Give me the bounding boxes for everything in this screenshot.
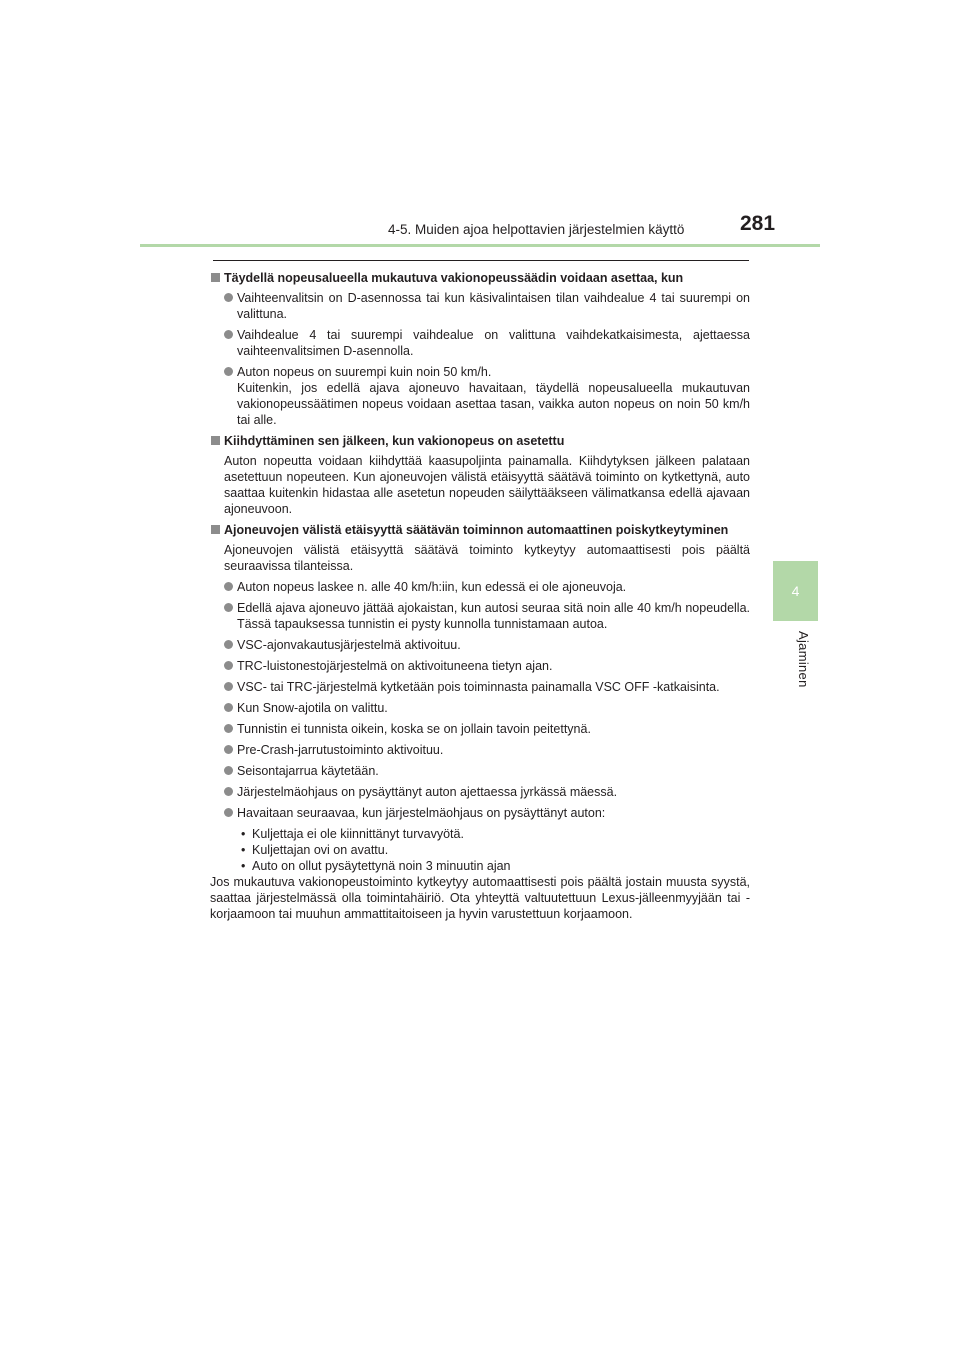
list-item-text: Kun Snow-ajotila on valittu. — [237, 701, 388, 715]
round-bullet-icon — [224, 724, 233, 733]
square-bullet-icon — [211, 525, 220, 534]
list-item-text: Tunnistin ei tunnista oikein, koska se on jollain tavoin peitettynä. — [237, 722, 591, 736]
round-bullet-icon — [224, 293, 233, 302]
list-item — [210, 637, 750, 653]
sub-list-item — [210, 826, 750, 842]
sub-list-item — [210, 858, 750, 874]
section-heading-text: Täydellä nopeusalueella mukautuva vakionopeussäädin voidaan asettaa, kun — [224, 271, 684, 285]
header-rule — [140, 244, 820, 247]
section-heading-text: Ajoneuvojen välistä etäisyyttä säätävän toiminnon automaattinen poiskytkeytyminen — [224, 523, 729, 537]
round-bullet-icon — [224, 703, 233, 712]
round-bullet-icon — [224, 330, 233, 339]
content-rule — [213, 260, 749, 261]
small-dot-icon: • — [241, 843, 246, 857]
square-bullet-icon — [211, 273, 220, 282]
round-bullet-icon — [224, 766, 233, 775]
list-item-text: Edellä ajava ajoneuvo jättää ajokaistan, kun autosi seuraa sitä noin alle 40 km/h nopeudella. Tässä tapauksessa tunnistin ei pysty kunnolla tunnistamaan autoa. — [237, 601, 750, 631]
chapter-number: 4 — [791, 583, 800, 599]
list-item-text: Kuitenkin, jos edellä ajava ajoneuvo havaitaan, täydellä nopeusalueella mukautuvan vakionopeussäätimen nopeus voidaan asettaa tasan, vaikka auton nopeus on noin 50 km/h tai alle. — [237, 381, 750, 427]
round-bullet-icon — [224, 582, 233, 591]
main-content — [210, 270, 750, 922]
list-item — [210, 364, 750, 428]
list-item-text: VSC-ajonvakautusjärjestelmä aktivoituu. — [237, 638, 461, 652]
list-item — [210, 679, 750, 695]
round-bullet-icon — [224, 787, 233, 796]
list-item-text: Auton nopeus laskee n. alle 40 km/h:iin, kun edessä ei ole ajoneuvoja. — [237, 580, 627, 594]
list-item — [210, 805, 750, 821]
list-item-text: Järjestelmäohjaus on pysäyttänyt auton ajettaessa jyrkässä mäessä. — [237, 785, 618, 799]
list-item-text: Seisontajarrua käytetään. — [237, 764, 379, 778]
section-heading — [210, 522, 750, 538]
list-item — [210, 784, 750, 800]
round-bullet-icon — [224, 367, 233, 376]
section-heading — [210, 433, 750, 449]
round-bullet-icon — [224, 661, 233, 670]
section-heading — [210, 270, 750, 286]
list-item-text: Vaihdealue 4 tai suurempi vaihdealue on valittuna vaihdekatkaisimesta, ajettaessa vaihteenvalitsimen D-asennolla. — [237, 328, 750, 358]
list-item — [210, 290, 750, 322]
sub-list-item — [210, 842, 750, 858]
list-item — [210, 742, 750, 758]
small-dot-icon: • — [241, 827, 246, 841]
sub-list-item-text: Kuljettajan ovi on avattu. — [252, 843, 389, 857]
sub-list-item-text: Kuljettaja ei ole kiinnittänyt turvavyötä. — [252, 827, 464, 841]
list-item-text: Pre-Crash-jarrutustoiminto aktivoituu. — [237, 743, 444, 757]
list-item — [210, 700, 750, 716]
sub-list-item-text: Auto on ollut pysäytettynä noin 3 minuutin ajan — [252, 859, 511, 873]
paragraph: Ajoneuvojen välistä etäisyyttä säätävä toiminto kytkeytyy automaattisesti pois päältä seuraavissa tilanteissa. — [224, 543, 750, 573]
round-bullet-icon — [224, 603, 233, 612]
list-item-text: TRC-luistonestojärjestelmä on aktivoituneena tietyn ajan. — [237, 659, 553, 673]
small-dot-icon: • — [241, 859, 246, 873]
list-item-text: Auton nopeus on suurempi kuin noin 50 km/h. — [237, 365, 492, 379]
round-bullet-icon — [224, 640, 233, 649]
round-bullet-icon — [224, 808, 233, 817]
list-item — [210, 600, 750, 632]
list-item — [210, 721, 750, 737]
chapter-label: Ajaminen — [796, 631, 811, 688]
paragraph: Auton nopeutta voidaan kiihdyttää kaasupoljinta painamalla. Kiihdytyksen jälkeen palataan asetettuun nopeuteen. Kun ajoneuvojen välistä etäisyyttä säätävä toiminto on kytkettynä, auto saattaa kuitenkin hidastaa alle asetetun nopeuden säilyttääkseen välimatkansa edellä ajavaan ajoneuvoon. — [224, 454, 750, 516]
section-title: 4-5. Muiden ajoa helpottavien järjestelmien käyttö — [388, 222, 685, 237]
list-item-text: Vaihteenvalitsin on D-asennossa tai kun käsivalintaisen tilan vaihdealue 4 tai suurempi on valittuna. — [237, 291, 750, 321]
square-bullet-icon — [211, 436, 220, 445]
list-item — [210, 763, 750, 779]
list-item — [210, 579, 750, 595]
chapter-tab — [773, 561, 818, 621]
page-number: 281 — [740, 212, 776, 235]
list-item-text: Havaitaan seuraavaa, kun järjestelmäohjaus on pysäyttänyt auton: — [237, 806, 606, 820]
page-header — [140, 212, 820, 248]
list-item — [210, 658, 750, 674]
round-bullet-icon — [224, 745, 233, 754]
list-item — [210, 327, 750, 359]
round-bullet-icon — [224, 682, 233, 691]
closing-paragraph: Jos mukautuva vakionopeustoiminto kytkeytyy automaattisesti pois päältä jostain muusta syystä, saattaa järjestelmässä olla toimintahäiriö. Ota yhteyttä valtuutettuun Lexus-jälleenmyyjään tai -korjaamoon tai muuhun ammattitaitoiseen ja hyvin varustettuun korjaamoon. — [210, 875, 750, 921]
list-item-text: VSC- tai TRC-järjestelmä kytketään pois toiminnasta painamalla VSC OFF -katkaisinta. — [237, 680, 720, 694]
section-heading-text: Kiihdyttäminen sen jälkeen, kun vakionopeus on asetettu — [224, 434, 565, 448]
